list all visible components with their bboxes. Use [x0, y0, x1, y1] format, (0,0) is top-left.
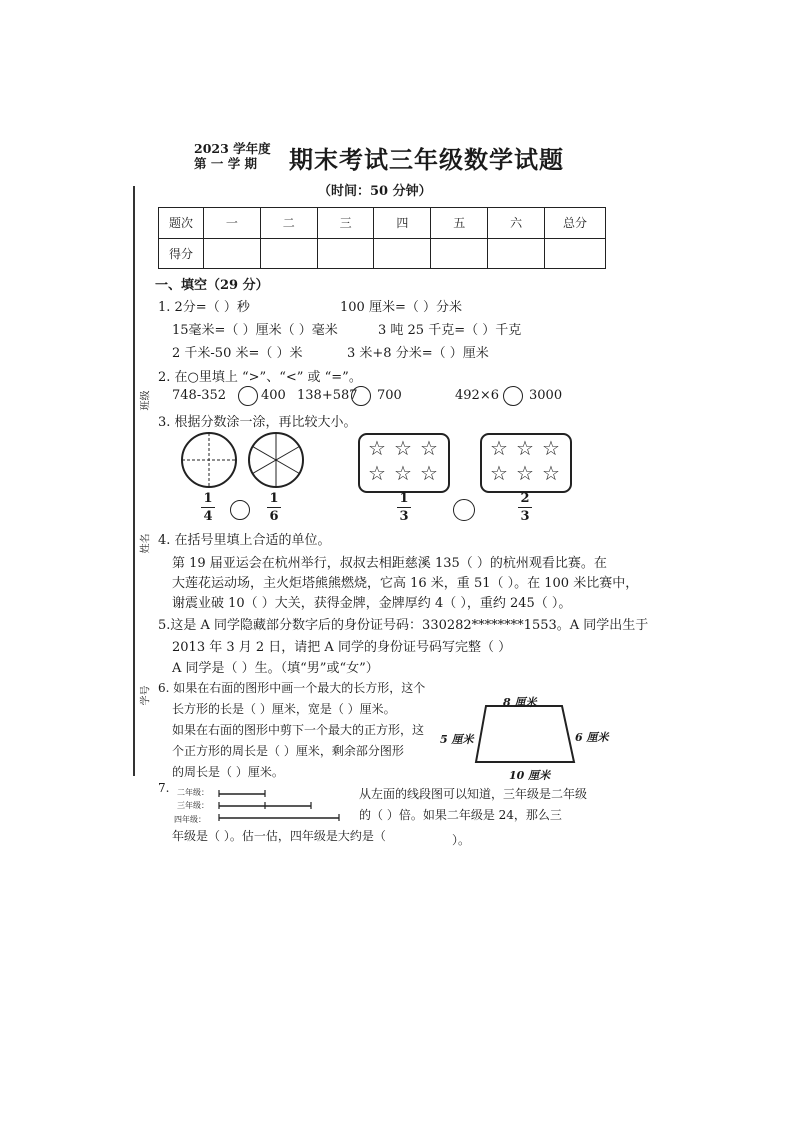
score-cell: 总分 [545, 208, 606, 239]
score-table-header-row [159, 208, 606, 239]
q7-line-3a: 年级是（ ）。估一估，四年级是大约是（ [172, 829, 386, 843]
margin-label-name: 姓名 [140, 533, 152, 554]
score-input-cell[interactable] [431, 238, 488, 269]
q4-line-1: 第 19 届亚运会在杭州举行，叔叔去相距慈溪 135（ ）的杭州观看比赛。在 [172, 556, 607, 571]
section-title: 一、填空（29 分） [155, 278, 269, 293]
score-input-cell[interactable] [317, 238, 374, 269]
score-input-cell[interactable] [374, 238, 431, 269]
score-table-score-row [159, 238, 606, 269]
star-icon: ☆ [490, 436, 508, 460]
q2-item-3-right: 3000 [529, 388, 563, 403]
fraction-1-3: 1 3 [397, 491, 411, 524]
q2-item-3-left: 492×6 [455, 388, 499, 403]
score-cell: 六 [488, 208, 545, 239]
q1-f: 3 米+8 分米=（ ）厘米 [347, 346, 489, 361]
q7-number: 7. [158, 781, 170, 795]
score-cell: 四 [374, 208, 431, 239]
q2-item-2-right: 700 [377, 388, 402, 403]
score-input-cell[interactable] [204, 238, 261, 269]
q7-line-3b: ）。 [452, 833, 471, 847]
q7-line-1: 从左面的线段图可以知道，三年级是二年级 [359, 787, 588, 801]
binding-line [133, 186, 135, 776]
q6-line-1: 6. 如果在右面的图形中画一个最大的长方形，这个 [158, 681, 426, 695]
score-table [158, 207, 606, 269]
trapezoid-bottom-label: 10 厘米 [509, 769, 551, 782]
q4-line-3: 谢震业破 10（ ）大关，获得金牌，金牌厚约 4（ ），重约 245（ ）。 [172, 596, 572, 611]
grade-2-label: 二年级： [177, 788, 209, 797]
fraction-1-6: 1 6 [267, 491, 281, 524]
q6-line-2: 长方形的长是（ ）厘米，宽是（ ）厘米。 [172, 702, 396, 716]
compare-circle[interactable] [503, 386, 523, 406]
q1-a: 1. 2分=（ ）秒 [158, 300, 250, 315]
grade-3-label: 三年级： [177, 801, 209, 810]
q4-prompt: 4. 在括号里填上合适的单位。 [158, 533, 331, 548]
score-cell: 得分 [159, 238, 204, 269]
q5-line-2: 2013 年 3 月 2 日，请把 A 同学的身份证号码写完整（ ） [172, 640, 512, 655]
q2-item-1-left: 748-352 [172, 388, 227, 403]
compare-circle[interactable] [238, 386, 258, 406]
ellipse-quarters[interactable] [180, 431, 238, 489]
segment-diagram [215, 788, 345, 824]
q3-prompt: 3. 根据分数涂一涂，再比较大小。 [158, 415, 357, 430]
q2-item-1-right: 400 [261, 388, 286, 403]
compare-circle[interactable] [351, 386, 371, 406]
star-icon: ☆ [394, 436, 412, 460]
compare-circle[interactable] [453, 499, 475, 521]
star-icon: ☆ [368, 461, 386, 485]
star-icon: ☆ [490, 461, 508, 485]
fraction-2-3: 2 3 [518, 491, 532, 524]
q1-e: 2 千米-50 米=（ ）米 [172, 346, 303, 361]
star-icon: ☆ [420, 436, 438, 460]
q1-d: 3 吨 25 千克=（ ）千克 [378, 323, 522, 338]
q4-line-2: 大莲花运动场，主火炬塔熊熊燃烧，它高 16 米，重 51（ ）。在 100 米比赛中， [172, 576, 639, 591]
margin-label-number: 学号 [140, 685, 152, 706]
score-cell: 三 [317, 208, 374, 239]
trapezoid-right-label: 6 厘米 [575, 731, 609, 744]
q7-line-2: 的（ ）倍。如果二年级是 24，那么三 [359, 808, 562, 822]
star-icon: ☆ [420, 461, 438, 485]
q2-prompt: 2. 在○里填上 “>”、“<” 或 “=”。 [158, 370, 362, 385]
star-icon: ☆ [542, 461, 560, 485]
score-cell: 二 [260, 208, 317, 239]
q6-line-5: 的周长是（ ）厘米。 [172, 765, 284, 779]
school-year: 2023 学年度 第 一 学 期 [194, 141, 271, 171]
q1-b: 100 厘米=（ ）分米 [340, 300, 462, 315]
q5-line-1: 5.这是 A 同学隐藏部分数字后的身份证号码：330282********1553。A 同学出生于 [158, 618, 649, 633]
star-icon: ☆ [516, 461, 534, 485]
grade-4-label: 四年级： [174, 815, 206, 824]
star-icon: ☆ [516, 436, 534, 460]
fraction-1-4: 1 4 [201, 491, 215, 524]
trapezoid-left-label: 5 厘米 [440, 733, 474, 746]
q6-line-4: 个正方形的周长是（ ）厘米，剩余部分图形 [172, 744, 404, 758]
score-input-cell[interactable] [545, 238, 606, 269]
q5-line-3: A 同学是（ ）生。（填“男”或“女”） [172, 661, 379, 676]
exam-time: （时间：50 分钟） [318, 184, 432, 199]
compare-circle[interactable] [230, 500, 250, 520]
ellipse-sixths[interactable] [247, 431, 305, 489]
star-icon: ☆ [542, 436, 560, 460]
score-input-cell[interactable] [488, 238, 545, 269]
q1-c: 15毫米=（ ）厘米（ ）毫米 [172, 323, 338, 338]
star-icon: ☆ [368, 436, 386, 460]
margin-label-class: 班级 [140, 390, 152, 411]
score-cell: 题次 [159, 208, 204, 239]
q2-item-2-left: 138+587 [297, 388, 358, 403]
page-title: 期末考试三年级数学试题 [289, 145, 564, 174]
star-icon: ☆ [394, 461, 412, 485]
q6-line-3: 如果在右面的图形中剪下一个最大的正方形，这 [172, 723, 425, 737]
score-input-cell[interactable] [260, 238, 317, 269]
score-cell: 一 [204, 208, 261, 239]
score-cell: 五 [431, 208, 488, 239]
trapezoid-top-label: 8 厘米 [503, 696, 537, 709]
